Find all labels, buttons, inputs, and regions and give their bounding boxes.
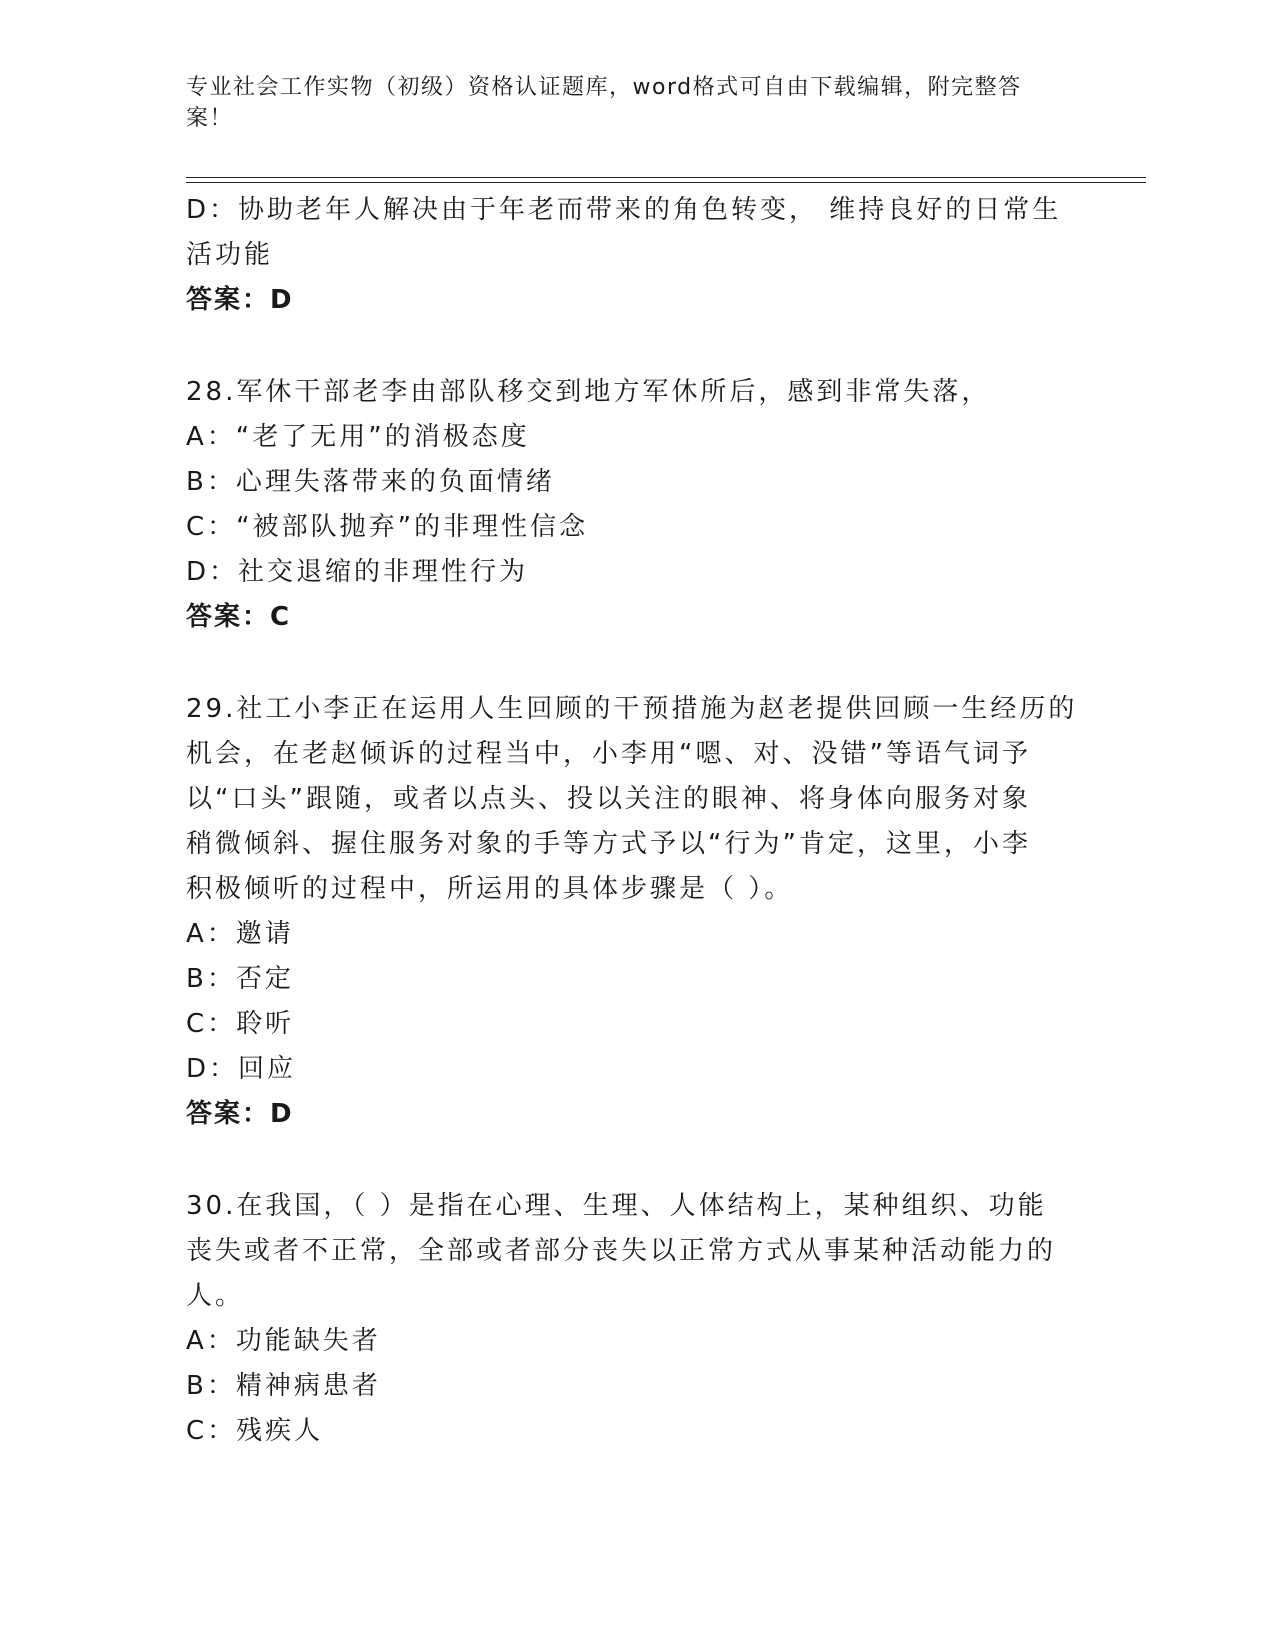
question-stem-line: 丧失或者不正常，全部或者部分丧失以正常方式从事某种活动能力的 [186, 1236, 1057, 1266]
option-d-line-2: 活功能 [186, 240, 274, 270]
option-a [186, 415, 1086, 460]
option-label: B： [186, 1371, 236, 1401]
option-text: 聆听 [236, 1009, 295, 1039]
option-d [186, 550, 1086, 595]
option-b [186, 460, 1086, 505]
option-label: A： [186, 919, 236, 949]
option-label: B： [186, 964, 236, 994]
question-stem-line: 机会，在老赵倾诉的过程当中，小李用“嗯、对、没错”等语气词予 [186, 739, 1031, 769]
question-stem-line: 28.军休干部老李由部队移交到地方军休所后，感到非常失落， [186, 377, 991, 407]
header-rule-top [186, 177, 1146, 178]
question-stem-line: 29.社工小李正在运用人生回顾的干预措施为赵老提供回顾一生经历的 [186, 694, 1078, 724]
option-text: “老了无用”的消极态度 [235, 422, 530, 452]
option-label: A： [186, 422, 236, 452]
question-stem-line: 人。 [186, 1281, 245, 1311]
option-label: D： [186, 1054, 239, 1084]
option-label: C： [186, 1416, 237, 1446]
option-text: 精神病患者 [235, 1371, 381, 1401]
option-label: A： [186, 1326, 236, 1356]
answer-line: 答案：C [186, 602, 292, 632]
answer-line: 答案：D [186, 1099, 294, 1129]
question-stem-line: 30.在我国，（ ）是指在心理、生理、人体结构上，某种组织、功能 [186, 1191, 1047, 1221]
option-a [186, 1319, 1086, 1364]
option-a [186, 912, 1086, 957]
option-d [186, 1047, 1086, 1092]
spacer [186, 640, 1086, 687]
option-text: “被部队抛弃”的非理性信念 [236, 512, 589, 542]
option-d-line-1: D：协助老年人解决由于年老而带来的角色转变， 维持良好的日常生 [186, 195, 1062, 225]
option-label: B： [186, 467, 236, 497]
question-30 [186, 1184, 1086, 1454]
question-28 [186, 370, 1086, 640]
option-label: C： [186, 512, 237, 542]
option-text: 否定 [235, 964, 294, 994]
question-stem-line: 积极倾听的过程中，所运用的具体步骤是（ ）。 [186, 874, 794, 904]
header-line-1: 专业社会工作实物（初级）资格认证题库，word格式可自由下载编辑，附完整答 [186, 75, 1022, 100]
question-stem-line: 以“口头”跟随，或者以点头、投以关注的眼神、将身体向服务对象 [186, 784, 1031, 814]
option-b [186, 957, 1086, 1002]
option-text: 功能缺失者 [235, 1326, 381, 1356]
spacer [186, 1137, 1086, 1184]
question-29 [186, 687, 1086, 1137]
option-text: 心理失落带来的负面情绪 [235, 467, 555, 497]
option-label: D： [186, 557, 239, 587]
prev-question [186, 188, 1086, 323]
header-rule-bottom [186, 182, 1146, 183]
question-stem-line: 稍微倾斜、握住服务对象的手等方式予以“行为”肯定，这里，小李 [186, 829, 1031, 859]
option-text: 回应 [238, 1054, 297, 1084]
option-c [186, 1409, 1086, 1454]
option-text: 社交退缩的非理性行为 [238, 557, 529, 587]
option-b [186, 1364, 1086, 1409]
header-line-2: 案！ [186, 106, 234, 131]
option-text: 残疾人 [236, 1416, 324, 1446]
option-label: C： [186, 1009, 237, 1039]
option-c [186, 505, 1086, 550]
answer-line: 答案：D [186, 285, 294, 315]
question-content [186, 188, 1086, 1454]
option-text: 邀请 [235, 919, 294, 949]
page-header [186, 72, 1066, 134]
option-c [186, 1002, 1086, 1047]
spacer [186, 323, 1086, 370]
